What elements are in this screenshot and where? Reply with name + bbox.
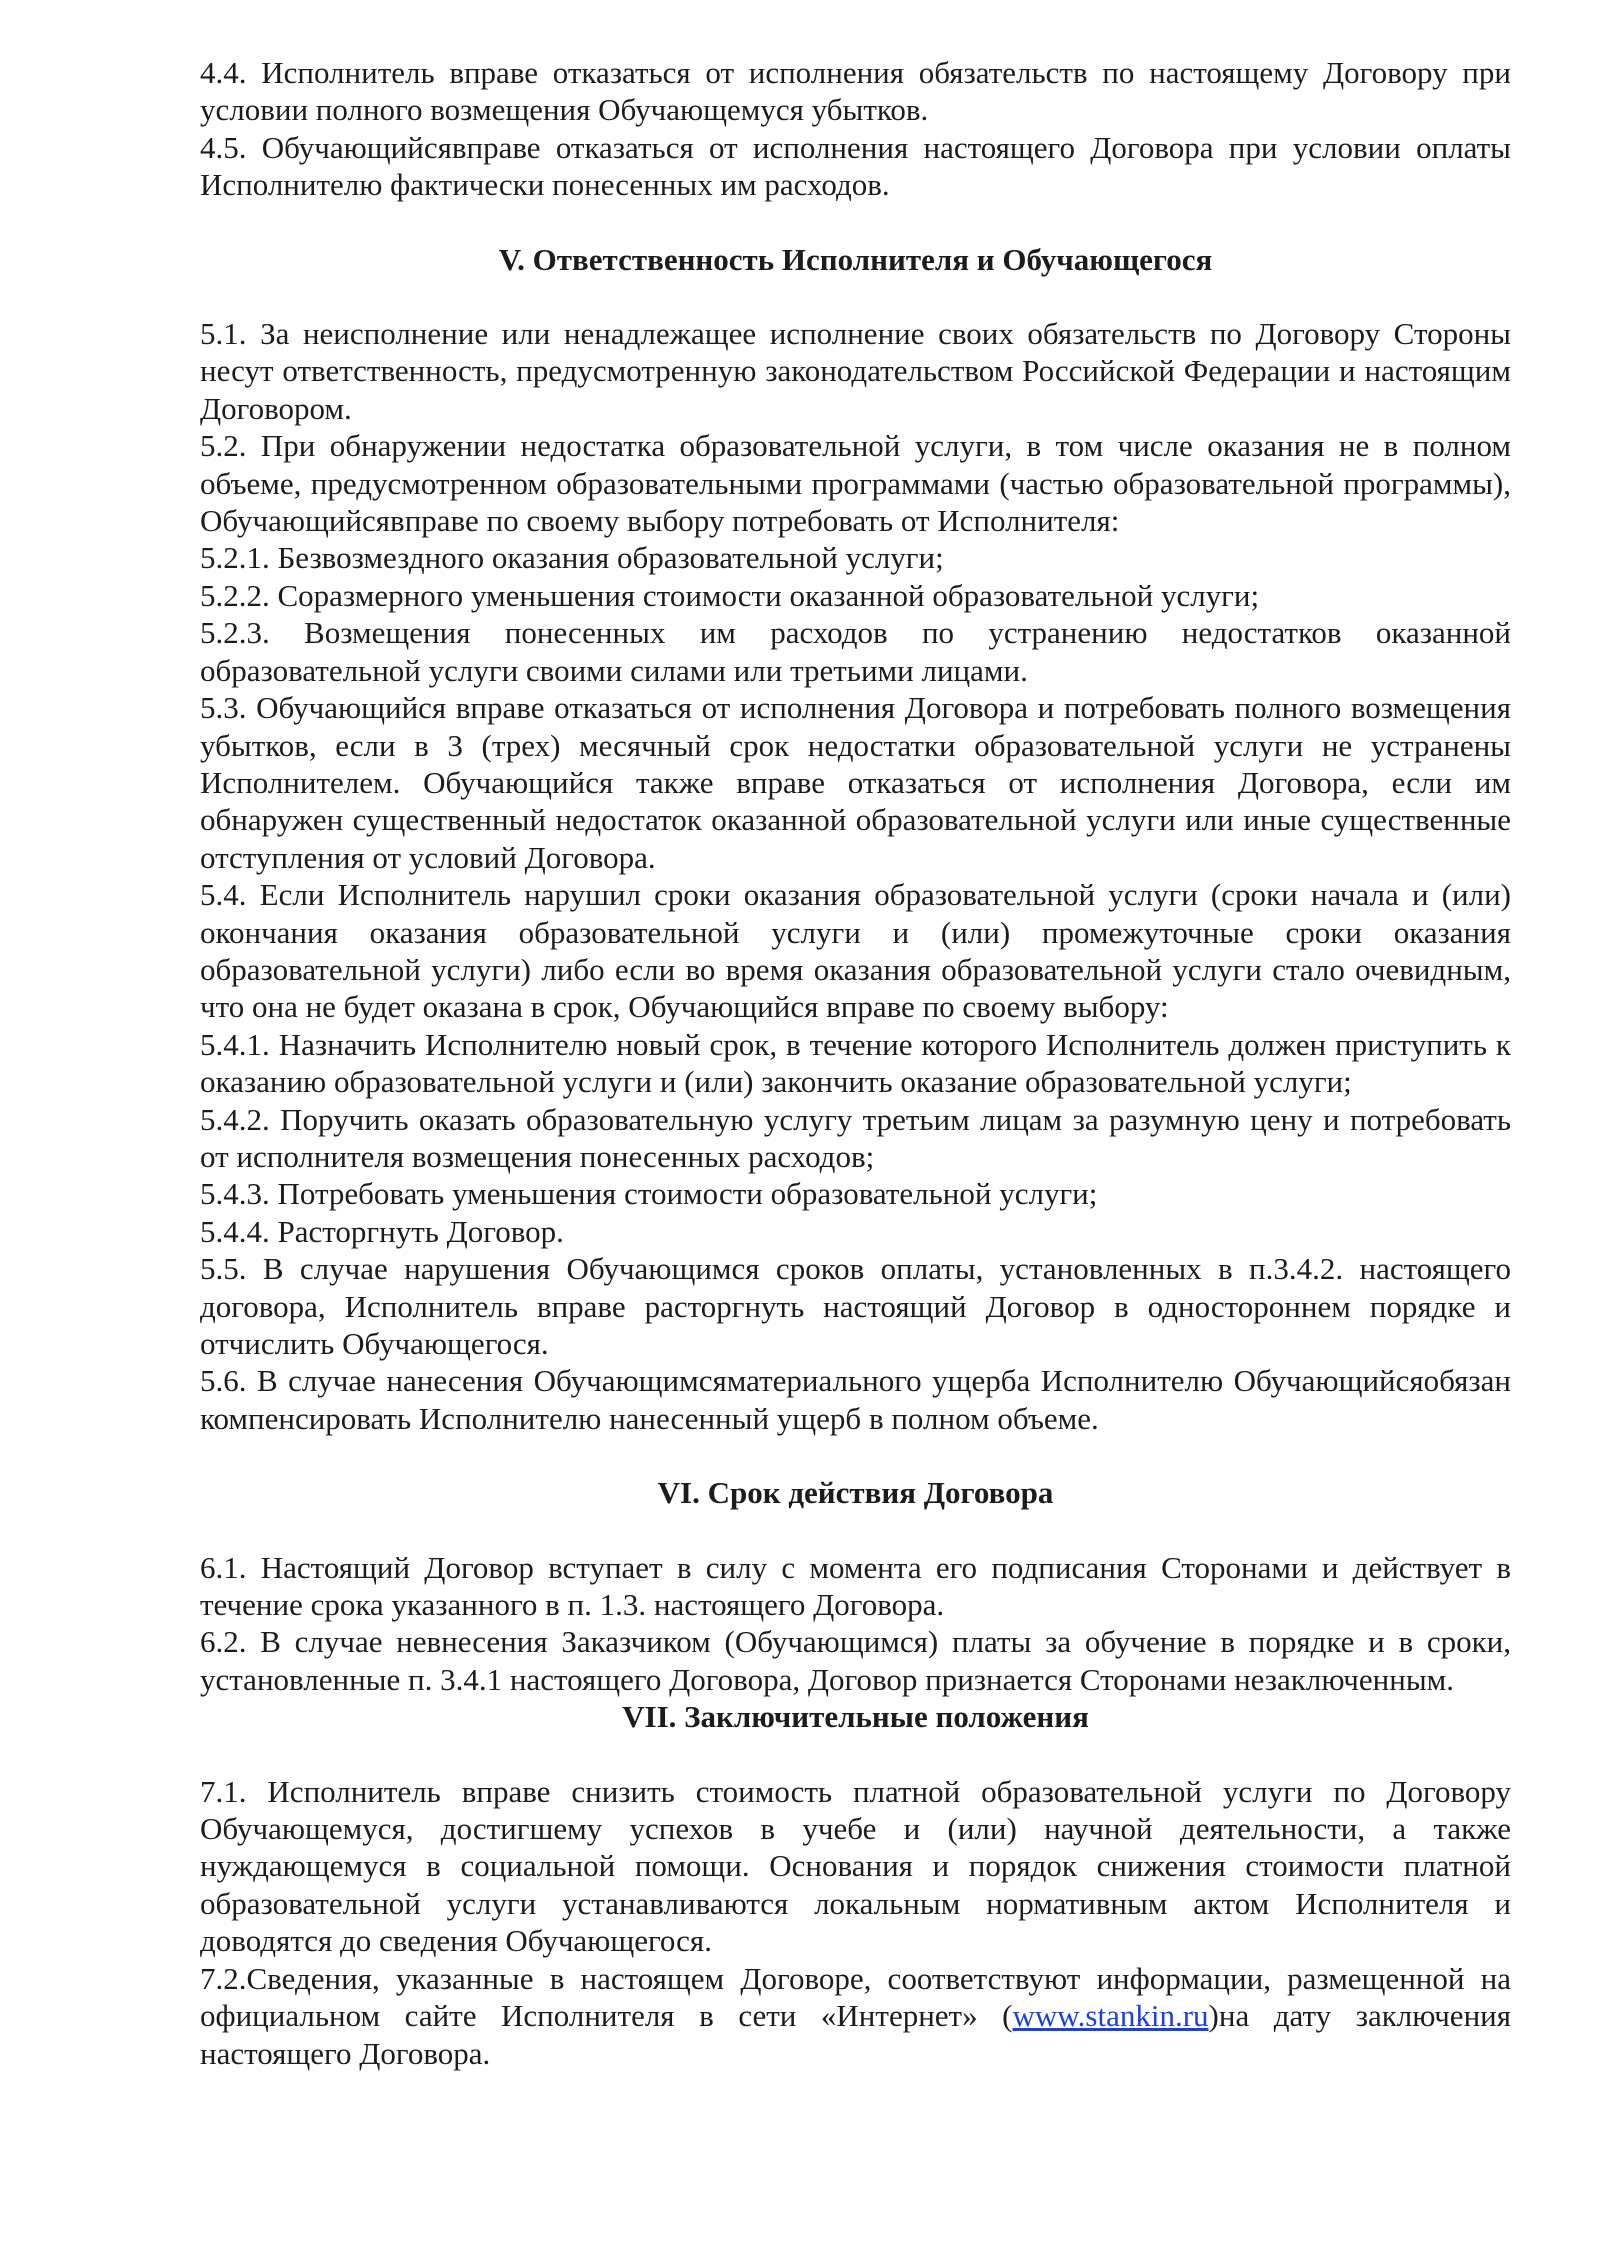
clause-5-4-3: 5.4.3. Потребовать уменьшения стоимости образовательной услуги; <box>200 1176 1098 1212</box>
clause-4-4: 4.4. Исполнитель вправе отказаться от исполнения обязательств по настоящему Договору при условии полного возмещения Обучающемуся убытков. <box>200 55 1511 128</box>
clause-5-4-4: 5.4.4. Расторгнуть Договор. <box>200 1213 564 1249</box>
clause-5-2-3: 5.2.3. Возмещения понесенных им расходов по устранению недостатков оказанной образовательной услуги своими силами или третьими лицами. <box>200 615 1511 688</box>
clause-5-2: 5.2. При обнаружении недостатка образовательной услуги, в том числе оказания не в полном объеме, предусмотренном образовательными программами (частью образовательной программы), Обучающийсявправе по своему выбору потребовать от Исполнителя: <box>200 428 1511 539</box>
clause-7-2 <box>200 1960 1511 2072</box>
clause-5-2-2: 5.2.2. Соразмерного уменьшения стоимости оказанной образовательной услуги; <box>200 577 1260 613</box>
clause-5-3: 5.3. Обучающийся вправе отказаться от исполнения Договора и потребовать полного возмещения убытков, если в 3 (трех) месячный срок недостатки образовательной услуги не устранены Исполнителем. Обучающийся также вправе отказаться от исполнения Договора, если им обнаружен существенный недостаток оказанной образовательной услуги или иные существенные отступления от условий Договора. <box>200 690 1511 875</box>
clause-6-1: 6.1. Настоящий Договор вступает в силу с момента его подписания Сторонами и действует в течение срока указанного в п. 1.3. настоящего Договора. <box>200 1549 1511 1623</box>
clause-7-1: 7.1. Исполнитель вправе снизить стоимость платной образовательной услуги по Договору Обучающемуся, достигшему успехов в учебе и (или) научной деятельности, а также нуждающемуся в социальной помощи. Основания и порядок снижения стоимости платной образовательной услуги устанавливаются локальным нормативным актом Исполнителя и доводятся до сведения Обучающегося. <box>200 1773 1511 1959</box>
clause-6-2: 6.2. В случае невнесения Заказчиком (Обучающимся) платы за обучение в порядке и в сроки, установленные п. 3.4.1 настоящего Договора, Договор признается Сторонами незаключенным. <box>200 1624 1511 1697</box>
clause-5-5: 5.5. В случае нарушения Обучающимся сроков оплаты, установленных в п.3.4.2. настоящего договора, Исполнитель вправе расторгнуть настоящий Договор в одностороннем порядке и отчислить Обучающегося. <box>200 1251 1511 1361</box>
clause-4-5: 4.5. Обучающийсявправе отказаться от исполнения настоящего Договора при условии оплаты Исполнителю фактически понесенных им расходов. <box>200 129 1511 203</box>
section-heading-5: V. Ответственность Исполнителя и Обучающегося <box>498 241 1213 277</box>
section-heading-7: VII. Заключительные положения <box>622 1699 1089 1735</box>
clause-5-6: 5.6. В случае нанесения Обучающимсяматериального ущерба Исполнителю Обучающийсяобязан компенсировать Исполнителю нанесенный ущерб в полном объеме. <box>200 1363 1511 1436</box>
website-link[interactable]: www.stankin.ru <box>1012 1998 1209 2034</box>
clause-5-4-1: 5.4.1. Назначить Исполнителю новый срок, в течение которого Исполнитель должен приступить к оказанию образовательной услуги и (или) закончить оказание образовательной услуги; <box>200 1026 1511 1100</box>
clause-5-2-1: 5.2.1. Безвозмездного оказания образовательной услуги; <box>200 540 944 576</box>
clause-5-4: 5.4. Если Исполнитель нарушил сроки оказания образовательной услуги (сроки начала и (или) окончания оказания образовательной услуги и (или) промежуточные сроки оказания образовательной услуги) либо если во время оказания образовательной услуги стало очевидным, что она не будет оказана в срок, Обучающийся вправе по своему выбору: <box>200 877 1511 1025</box>
clause-5-4-2: 5.4.2. Поручить оказать образовательную услугу третьим лицам за разумную цену и потребовать от исполнителя возмещения понесенных расходов; <box>200 1101 1511 1174</box>
clause-5-1: 5.1. За неисполнение или ненадлежащее исполнение своих обязательств по Договору Стороны несут ответственность, предусмотренную законодательством Российской Федерации и настоящим Договором. <box>200 316 1511 426</box>
document-page <box>200 54 1511 2072</box>
section-heading-6: VI. Срок действия Договора <box>657 1475 1054 1511</box>
clause-7-2-text-after: )на дату заключения настоящего Договора. <box>200 1998 1512 2071</box>
clause-7-2-text-before: 7.2.Сведения, указанные в настоящем Договоре, соответствуют информации, размещенной на официальном сайте Исполнителя в сети «Интернет» ( <box>200 1960 1511 2034</box>
